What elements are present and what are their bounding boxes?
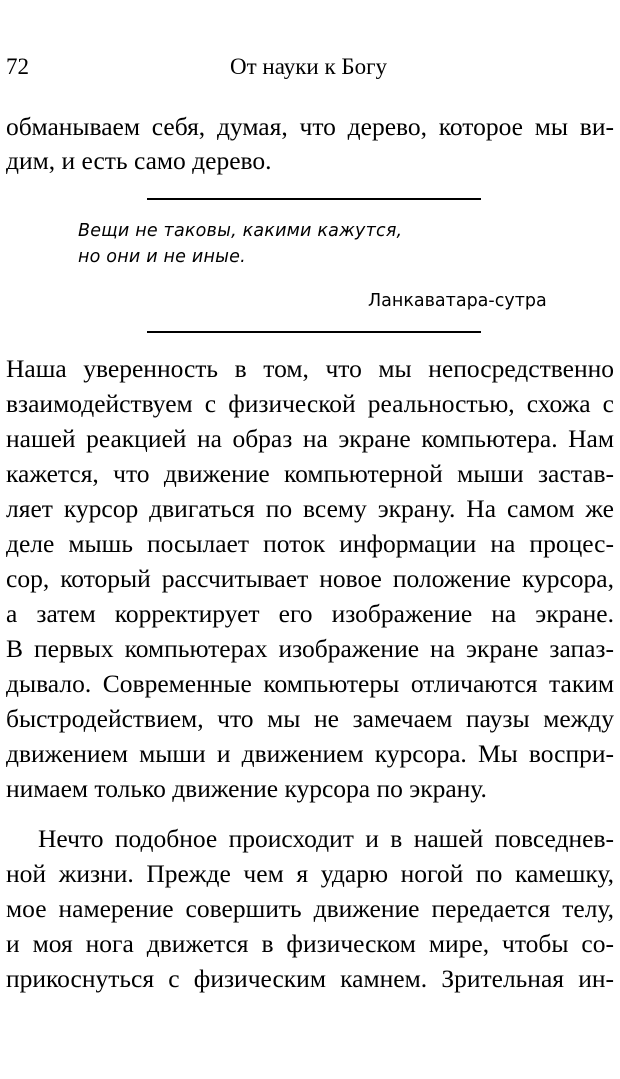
text-line: деле мышь посылает поток информации на процес- bbox=[6, 529, 614, 558]
page-number: 72 bbox=[6, 54, 29, 79]
text-line: прикоснуться с физическим камнем. Зрительная ин- bbox=[6, 964, 614, 993]
epigraph-top-rule bbox=[147, 198, 481, 200]
text-line: ной жизни. Прежде чем я ударю ногой по камешку, bbox=[6, 859, 614, 888]
epigraph-line: Вещи не таковы, какими кажутся, bbox=[78, 221, 403, 241]
text-line: взаимодействуем с физической реальностью, схожа с bbox=[6, 389, 614, 418]
text-line: обманываем себя, думая, что дерево, которое мы ви- bbox=[6, 112, 614, 141]
text-line: быстродействием, что мы не замечаем паузы между bbox=[6, 704, 614, 733]
text-line: а затем корректирует его изображение на экране. bbox=[6, 599, 614, 628]
text-line: мое намерение совершить движение передается телу, bbox=[6, 894, 614, 923]
text-line: нашей реакцией на образ на экране компьютера. Нам bbox=[6, 424, 614, 453]
text-line: сор, который рассчитывает новое положение курсора, bbox=[6, 564, 614, 593]
text-line: кажется, что движение компьютерной мыши застав- bbox=[6, 459, 614, 488]
text-line: нимаем только движение курсора по экрану. bbox=[6, 774, 487, 803]
epigraph-source: Ланкаватара-сутра bbox=[368, 291, 547, 311]
text-line: Наша уверенность в том, что мы непосредственно bbox=[6, 354, 614, 383]
epigraph-line: но они и не иные. bbox=[78, 247, 246, 267]
text-line: ляет курсор двигаться по всему экрану. На самом же bbox=[6, 494, 614, 523]
text-line: дим, и есть само дерево. bbox=[6, 146, 272, 175]
text-line: Нечто подобное происходит и в нашей повседнев- bbox=[38, 824, 614, 853]
text-line: движением мыши и движением курсора. Мы воспри- bbox=[6, 739, 614, 768]
page-header bbox=[0, 54, 620, 88]
text-line: дывало. Современные компьютеры отличаются таким bbox=[6, 669, 614, 698]
running-title: От науки к Богу bbox=[230, 54, 388, 79]
text-line: и моя нога движется в физическом мире, чтобы со- bbox=[6, 929, 614, 958]
epigraph-bottom-rule bbox=[147, 331, 481, 333]
text-line: В первых компьютерах изображение на экране запаз- bbox=[6, 634, 614, 663]
